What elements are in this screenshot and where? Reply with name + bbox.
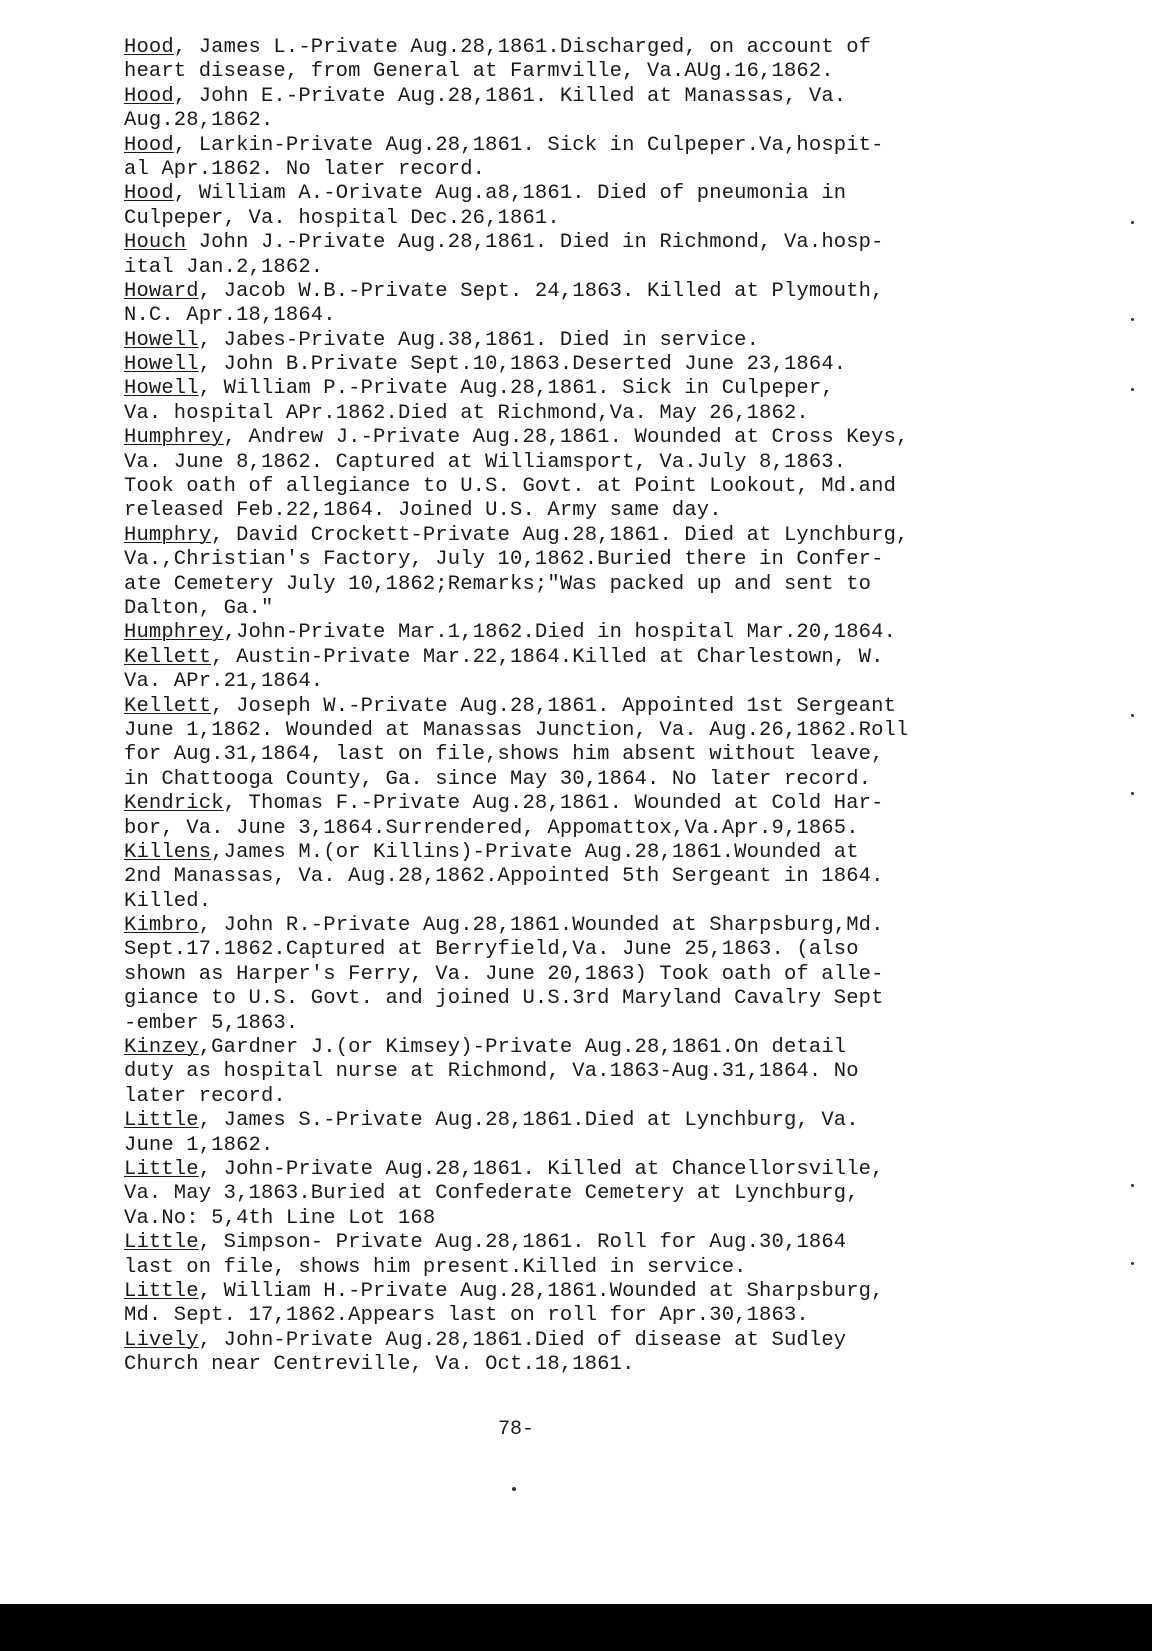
- entry-text: , John R.-Private Aug.28,1861.Wounded at Sharpsburg,Md.: [198, 914, 884, 938]
- entry-text: Took oath of allegiance to U.S. Govt. at Point Lookout, Md.and: [124, 475, 897, 499]
- roster-continuation-line: [124, 768, 1124, 792]
- roster-continuation-line: [124, 987, 1124, 1011]
- scan-speck: [1131, 318, 1134, 321]
- roster-entry-line: [124, 524, 1124, 548]
- roster-entry-line: [124, 426, 1124, 450]
- surname: Humphrey: [124, 621, 224, 645]
- entry-text: Va.,Christian's Factory, July 10,1862.Buried there in Confer-: [124, 548, 884, 572]
- roster-continuation-line: [124, 597, 1124, 621]
- entry-text: ital Jan.2,1862.: [124, 255, 324, 279]
- roster-continuation-line: [124, 670, 1124, 694]
- entry-text: al Apr.1862. No later record.: [124, 157, 486, 181]
- roster-continuation-line: [124, 963, 1124, 987]
- roster-continuation-line: [124, 548, 1124, 572]
- surname: Howell: [124, 377, 199, 401]
- roster-continuation-line: [124, 60, 1124, 84]
- surname: Howard: [124, 279, 199, 303]
- entry-text: June 1,1862. Wounded at Manassas Junction, Va. Aug.26,1862.Roll: [124, 718, 909, 742]
- entry-text: ate Cemetery July 10,1862;Remarks;"Was packed up and sent to: [124, 572, 872, 596]
- entry-text: , William H.-Private Aug.28,1861.Wounded at Sharpsburg,: [198, 1279, 884, 1303]
- roster-continuation-line: [124, 1085, 1124, 1109]
- entry-text: N.C. Apr.18,1864.: [124, 304, 336, 328]
- scan-speck: [1131, 714, 1134, 717]
- surname: Hood: [124, 36, 174, 59]
- roster-continuation-line: [124, 1134, 1124, 1158]
- entry-text: , James L.-Private Aug.28,1861.Discharged, on account of: [173, 36, 872, 59]
- roster-continuation-line: [124, 719, 1124, 743]
- roster-continuation-line: [124, 304, 1124, 328]
- entry-text: heart disease, from General at Farmville, Va.AUg.16,1862.: [124, 60, 834, 84]
- roster-entry-line: [124, 1109, 1124, 1133]
- surname: Little: [124, 1157, 199, 1181]
- roster-entry-line: [124, 621, 1124, 645]
- roster-entry-line: [124, 914, 1124, 938]
- entry-text: -ember 5,1863.: [124, 1011, 299, 1035]
- surname: Little: [124, 1109, 199, 1133]
- surname: Lively: [124, 1328, 199, 1352]
- entry-text: Sept.17.1862.Captured at Berryfield,Va. June 25,1863. (also: [124, 938, 859, 962]
- entry-text: , Jacob W.B.-Private Sept. 24,1863. Killed at Plymouth,: [198, 279, 884, 303]
- surname: Kellett: [124, 645, 212, 669]
- surname: Hood: [124, 133, 174, 157]
- entry-text: shown as Harper's Ferry, Va. June 20,1863) Took oath of alle-: [124, 962, 884, 986]
- entry-text: Aug.28,1862.: [124, 109, 274, 133]
- entry-text: in Chattooga County, Ga. since May 30,1864. No later record.: [124, 767, 872, 791]
- entry-text: released Feb.22,1864. Joined U.S. Army same day.: [124, 499, 722, 523]
- scan-speck: [512, 1487, 516, 1491]
- surname: Howell: [124, 328, 199, 352]
- roster-continuation-line: [124, 256, 1124, 280]
- entry-text: 2nd Manassas, Va. Aug.28,1862.Appointed 5th Sergeant in 1864.: [124, 865, 884, 889]
- surname: Houch: [124, 231, 187, 255]
- surname: Kellett: [124, 694, 212, 718]
- entry-text: Killed.: [124, 889, 212, 913]
- roster-continuation-line: [124, 743, 1124, 767]
- roster-continuation-line: [124, 573, 1124, 597]
- roster-continuation-line: [124, 402, 1124, 426]
- entry-text: last on file, shows him present.Killed in service.: [124, 1255, 747, 1279]
- roster-continuation-line: [124, 207, 1124, 231]
- entry-text: duty as hospital nurse at Richmond, Va.1863-Aug.31,1864. No: [124, 1060, 859, 1084]
- roster-entry-line: [124, 36, 1124, 60]
- entry-text: giance to U.S. Govt. and joined U.S.3rd Maryland Cavalry Sept: [124, 987, 884, 1011]
- roster-entry-line: [124, 1158, 1124, 1182]
- roster-continuation-line: [124, 1304, 1124, 1328]
- surname: Howell: [124, 353, 199, 377]
- entry-text: Va. May 3,1863.Buried at Confederate Cemetery at Lynchburg,: [124, 1182, 859, 1206]
- roster-continuation-line: [124, 890, 1124, 914]
- surname: Humphry: [124, 523, 212, 547]
- entry-text: , Thomas F.-Private Aug.28,1861. Wounded at Cold Har-: [223, 792, 884, 816]
- scan-speck: [1131, 1262, 1134, 1265]
- roster-entry-line: [124, 841, 1124, 865]
- entry-text: ,Gardner J.(or Kimsey)-Private Aug.28,1861.On detail: [198, 1036, 847, 1060]
- surname: Humphrey: [124, 426, 224, 450]
- entry-text: , William A.-Orivate Aug.a8,1861. Died of pneumonia in: [173, 182, 847, 206]
- entry-text: , James S.-Private Aug.28,1861.Died at Lynchburg, Va.: [198, 1109, 859, 1133]
- roster-entry-line: [124, 280, 1124, 304]
- roster-continuation-line: [124, 865, 1124, 889]
- roster-entry-line: [124, 695, 1124, 719]
- roster-continuation-line: [124, 109, 1124, 133]
- surname: Little: [124, 1279, 199, 1303]
- roster-continuation-line: [124, 451, 1124, 475]
- roster-entry-line: [124, 377, 1124, 401]
- entry-text: Md. Sept. 17,1862.Appears last on roll for Apr.30,1863.: [124, 1304, 809, 1328]
- roster-continuation-line: [124, 499, 1124, 523]
- roster-continuation-line: [124, 1207, 1124, 1231]
- entry-text: , John B.Private Sept.10,1863.Deserted June 23,1864.: [198, 353, 847, 377]
- surname: Kendrick: [124, 792, 224, 816]
- entry-text: , Jabes-Private Aug.38,1861. Died in service.: [198, 328, 760, 352]
- entry-text: Va. June 8,1862. Captured at Williamsport, Va.July 8,1863.: [124, 450, 847, 474]
- entry-text: , Andrew J.-Private Aug.28,1861. Wounded at Cross Keys,: [223, 426, 909, 450]
- roster-entry-line: [124, 329, 1124, 353]
- scan-bottom-border: [0, 1604, 1152, 1651]
- entry-text: Church near Centreville, Va. Oct.18,1861.: [124, 1353, 635, 1377]
- roster-continuation-line: [124, 475, 1124, 499]
- scan-speck: [1131, 221, 1134, 224]
- roster-entry-line: [124, 792, 1124, 816]
- entry-text: John J.-Private Aug.28,1861. Died in Richmond, Va.hosp-: [186, 231, 884, 255]
- entry-text: Va.No: 5,4th Line Lot 168: [124, 1206, 436, 1230]
- surname: Hood: [124, 182, 174, 206]
- entry-text: Culpeper, Va. hospital Dec.26,1861.: [124, 206, 560, 230]
- scan-speck: [1131, 1184, 1134, 1187]
- surname: Hood: [124, 84, 174, 108]
- roster-entry-line: [124, 231, 1124, 255]
- roster-continuation-line: [124, 158, 1124, 182]
- roster-continuation-line: [124, 1012, 1124, 1036]
- scan-speck: [1131, 388, 1134, 391]
- roster-entry-line: [124, 134, 1124, 158]
- entry-text: , Austin-Private Mar.22,1864.Killed at Charlestown, W.: [211, 645, 884, 669]
- entry-text: , John E.-Private Aug.28,1861. Killed at Manassas, Va.: [173, 84, 847, 108]
- entry-text: Dalton, Ga.": [124, 596, 274, 620]
- roster-entry-line: [124, 182, 1124, 206]
- roster-text-block: [124, 36, 1124, 1377]
- roster-continuation-line: [124, 1060, 1124, 1084]
- roster-entry-line: [124, 1231, 1124, 1255]
- entry-text: Va. hospital APr.1862.Died at Richmond,Va. May 26,1862.: [124, 401, 809, 425]
- roster-entry-line: [124, 1329, 1124, 1353]
- entry-text: ,John-Private Mar.1,1862.Died in hospital Mar.20,1864.: [223, 621, 897, 645]
- page-number: 78-: [498, 1418, 535, 1441]
- entry-text: later record.: [124, 1084, 286, 1108]
- roster-continuation-line: [124, 1182, 1124, 1206]
- surname: Kinzey: [124, 1036, 199, 1060]
- entry-text: , Simpson- Private Aug.28,1861. Roll for Aug.30,1864: [198, 1231, 847, 1255]
- entry-text: , David Crockett-Private Aug.28,1861. Died at Lynchburg,: [211, 523, 909, 547]
- entry-text: , Joseph W.-Private Aug.28,1861. Appointed 1st Sergeant: [211, 694, 897, 718]
- surname: Killens: [124, 840, 212, 864]
- roster-continuation-line: [124, 1353, 1124, 1377]
- entry-text: ,James M.(or Killins)-Private Aug.28,1861.Wounded at: [211, 840, 859, 864]
- roster-entry-line: [124, 85, 1124, 109]
- entry-text: , John-Private Aug.28,1861. Killed at Chancellorsville,: [198, 1157, 884, 1181]
- roster-continuation-line: [124, 938, 1124, 962]
- scan-speck: [1131, 792, 1134, 795]
- roster-entry-line: [124, 353, 1124, 377]
- entry-text: bor, Va. June 3,1864.Surrendered, Appomattox,Va.Apr.9,1865.: [124, 816, 859, 840]
- entry-text: June 1,1862.: [124, 1133, 274, 1157]
- entry-text: for Aug.31,1864, last on file,shows him absent without leave,: [124, 743, 884, 767]
- roster-continuation-line: [124, 817, 1124, 841]
- roster-entry-line: [124, 1280, 1124, 1304]
- roster-entry-line: [124, 646, 1124, 670]
- roster-entry-line: [124, 1036, 1124, 1060]
- entry-text: , Larkin-Private Aug.28,1861. Sick in Culpeper.Va,hospit-: [173, 133, 884, 157]
- surname: Little: [124, 1231, 199, 1255]
- roster-continuation-line: [124, 1256, 1124, 1280]
- entry-text: , William P.-Private Aug.28,1861. Sick in Culpeper,: [198, 377, 834, 401]
- entry-text: , John-Private Aug.28,1861.Died of disease at Sudley: [198, 1328, 847, 1352]
- surname: Kimbro: [124, 914, 199, 938]
- entry-text: Va. APr.21,1864.: [124, 670, 324, 694]
